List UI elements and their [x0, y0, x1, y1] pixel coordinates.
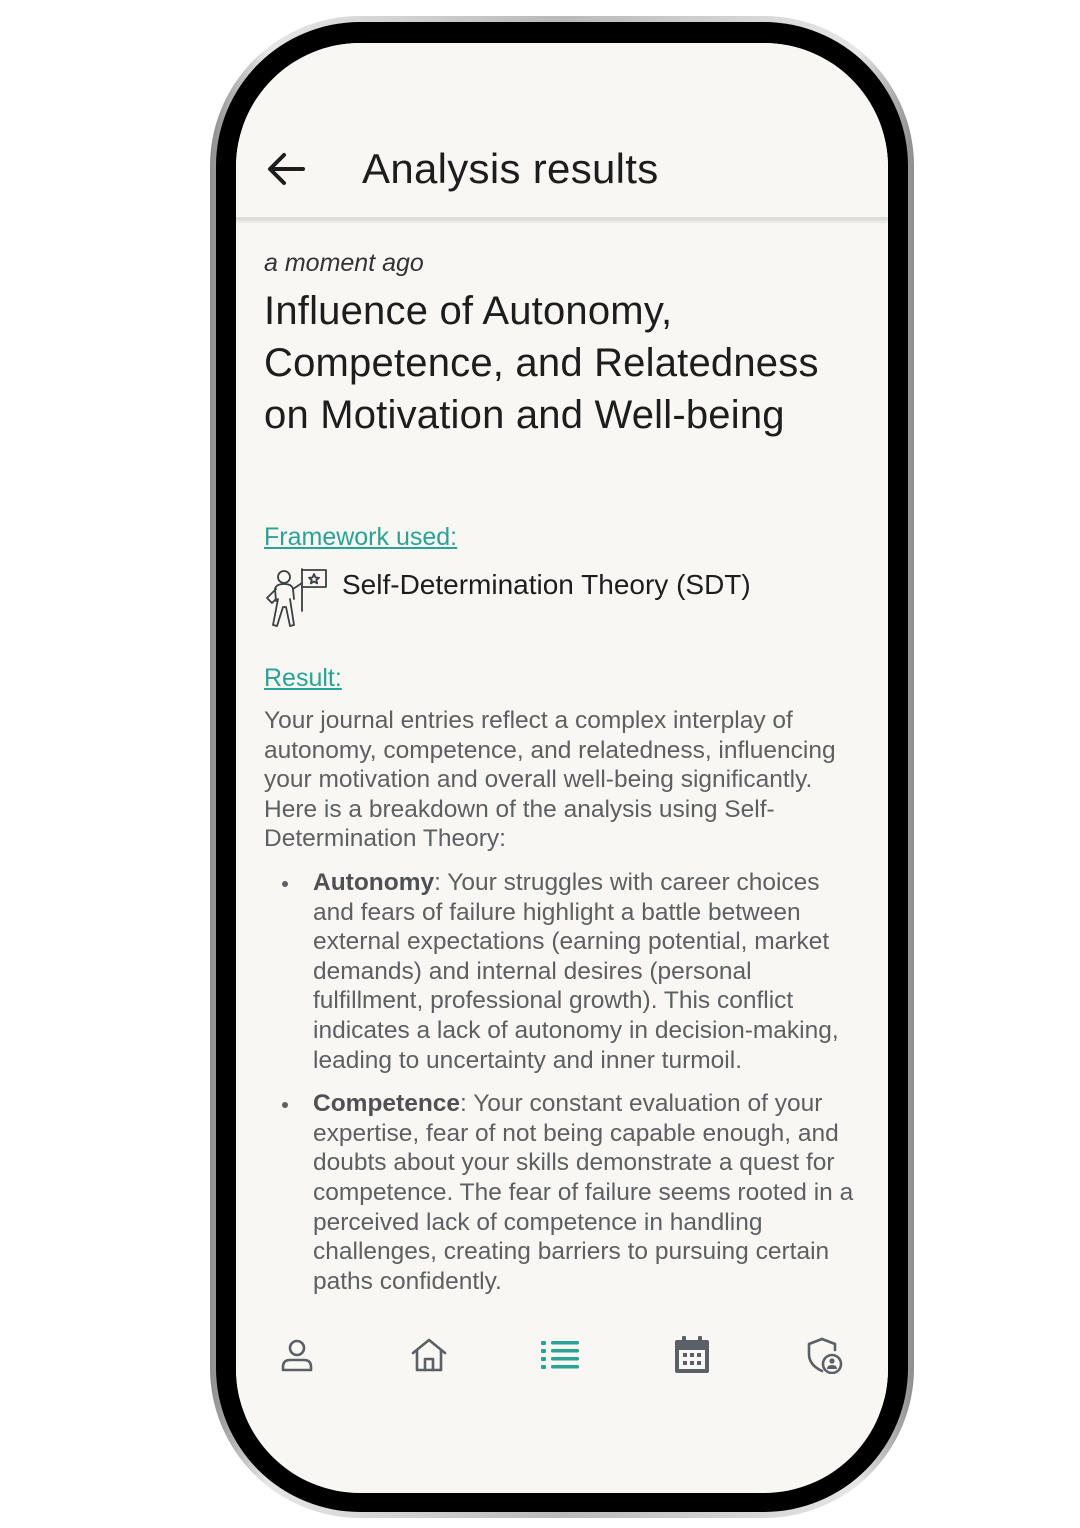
list-item-text: : Your struggles with career choices and fears of failure highlight a battle between external expectations (earning potential, market demands) and internal desires (personal fulfillment, professional growth). This conflict indicates a lack of autonomy in decision-making, leading to uncertainty and inner turmoil. — [313, 869, 839, 1074]
analysis-content — [264, 243, 860, 1295]
app-bar — [236, 43, 888, 220]
list-item — [264, 868, 864, 1075]
home-icon — [410, 1337, 448, 1373]
arrow-left-icon — [266, 151, 306, 187]
page-title: Analysis results — [362, 145, 659, 192]
timestamp: a moment ago — [264, 249, 424, 277]
framework-name: Self-Determination Theory (SDT) — [342, 569, 751, 600]
nav-home[interactable] — [399, 1325, 459, 1385]
framework-row — [264, 565, 860, 635]
analysis-title: Influence of Autonomy, Competence, and Relatedness on Motivation and Well-being — [264, 289, 819, 437]
screen — [236, 43, 888, 1493]
person-icon — [279, 1337, 315, 1373]
list-item-term: Autonomy — [313, 869, 435, 896]
list-item-term: Competence — [313, 1090, 461, 1118]
result-list — [264, 868, 864, 1310]
nav-calendar[interactable] — [662, 1325, 722, 1385]
list-item — [264, 1089, 864, 1296]
bullet-dot — [282, 1102, 288, 1108]
nav-profile[interactable] — [267, 1325, 327, 1385]
framework-label[interactable]: Framework used: — [264, 523, 458, 551]
nav-privacy[interactable] — [794, 1325, 854, 1385]
bottom-nav — [236, 1325, 888, 1405]
shield-user-icon — [805, 1336, 843, 1374]
bullet-dot — [282, 881, 288, 887]
calendar-icon — [674, 1336, 710, 1374]
nav-list[interactable] — [530, 1325, 590, 1385]
result-intro: Your journal entries reflect a complex interplay of autonomy, competence, and relatedness, influencing your motivation and overall well-being significantly. Here is a breakdown of the analysis using Self-Determination Theory: — [264, 707, 836, 853]
back-button[interactable] — [264, 147, 308, 191]
list-item-text: : Your constant evaluation of your expertise, fear of not being capable enough, and doubts about your skills demonstrate a quest for competence. The fear of failure seems rooted in a perceived lack of competence in handling challenges, creating barriers to pursuing certain paths confidently. — [313, 1090, 854, 1295]
list-icon — [541, 1340, 579, 1370]
person-with-flag-icon — [264, 565, 330, 631]
result-label[interactable]: Result: — [264, 664, 342, 692]
